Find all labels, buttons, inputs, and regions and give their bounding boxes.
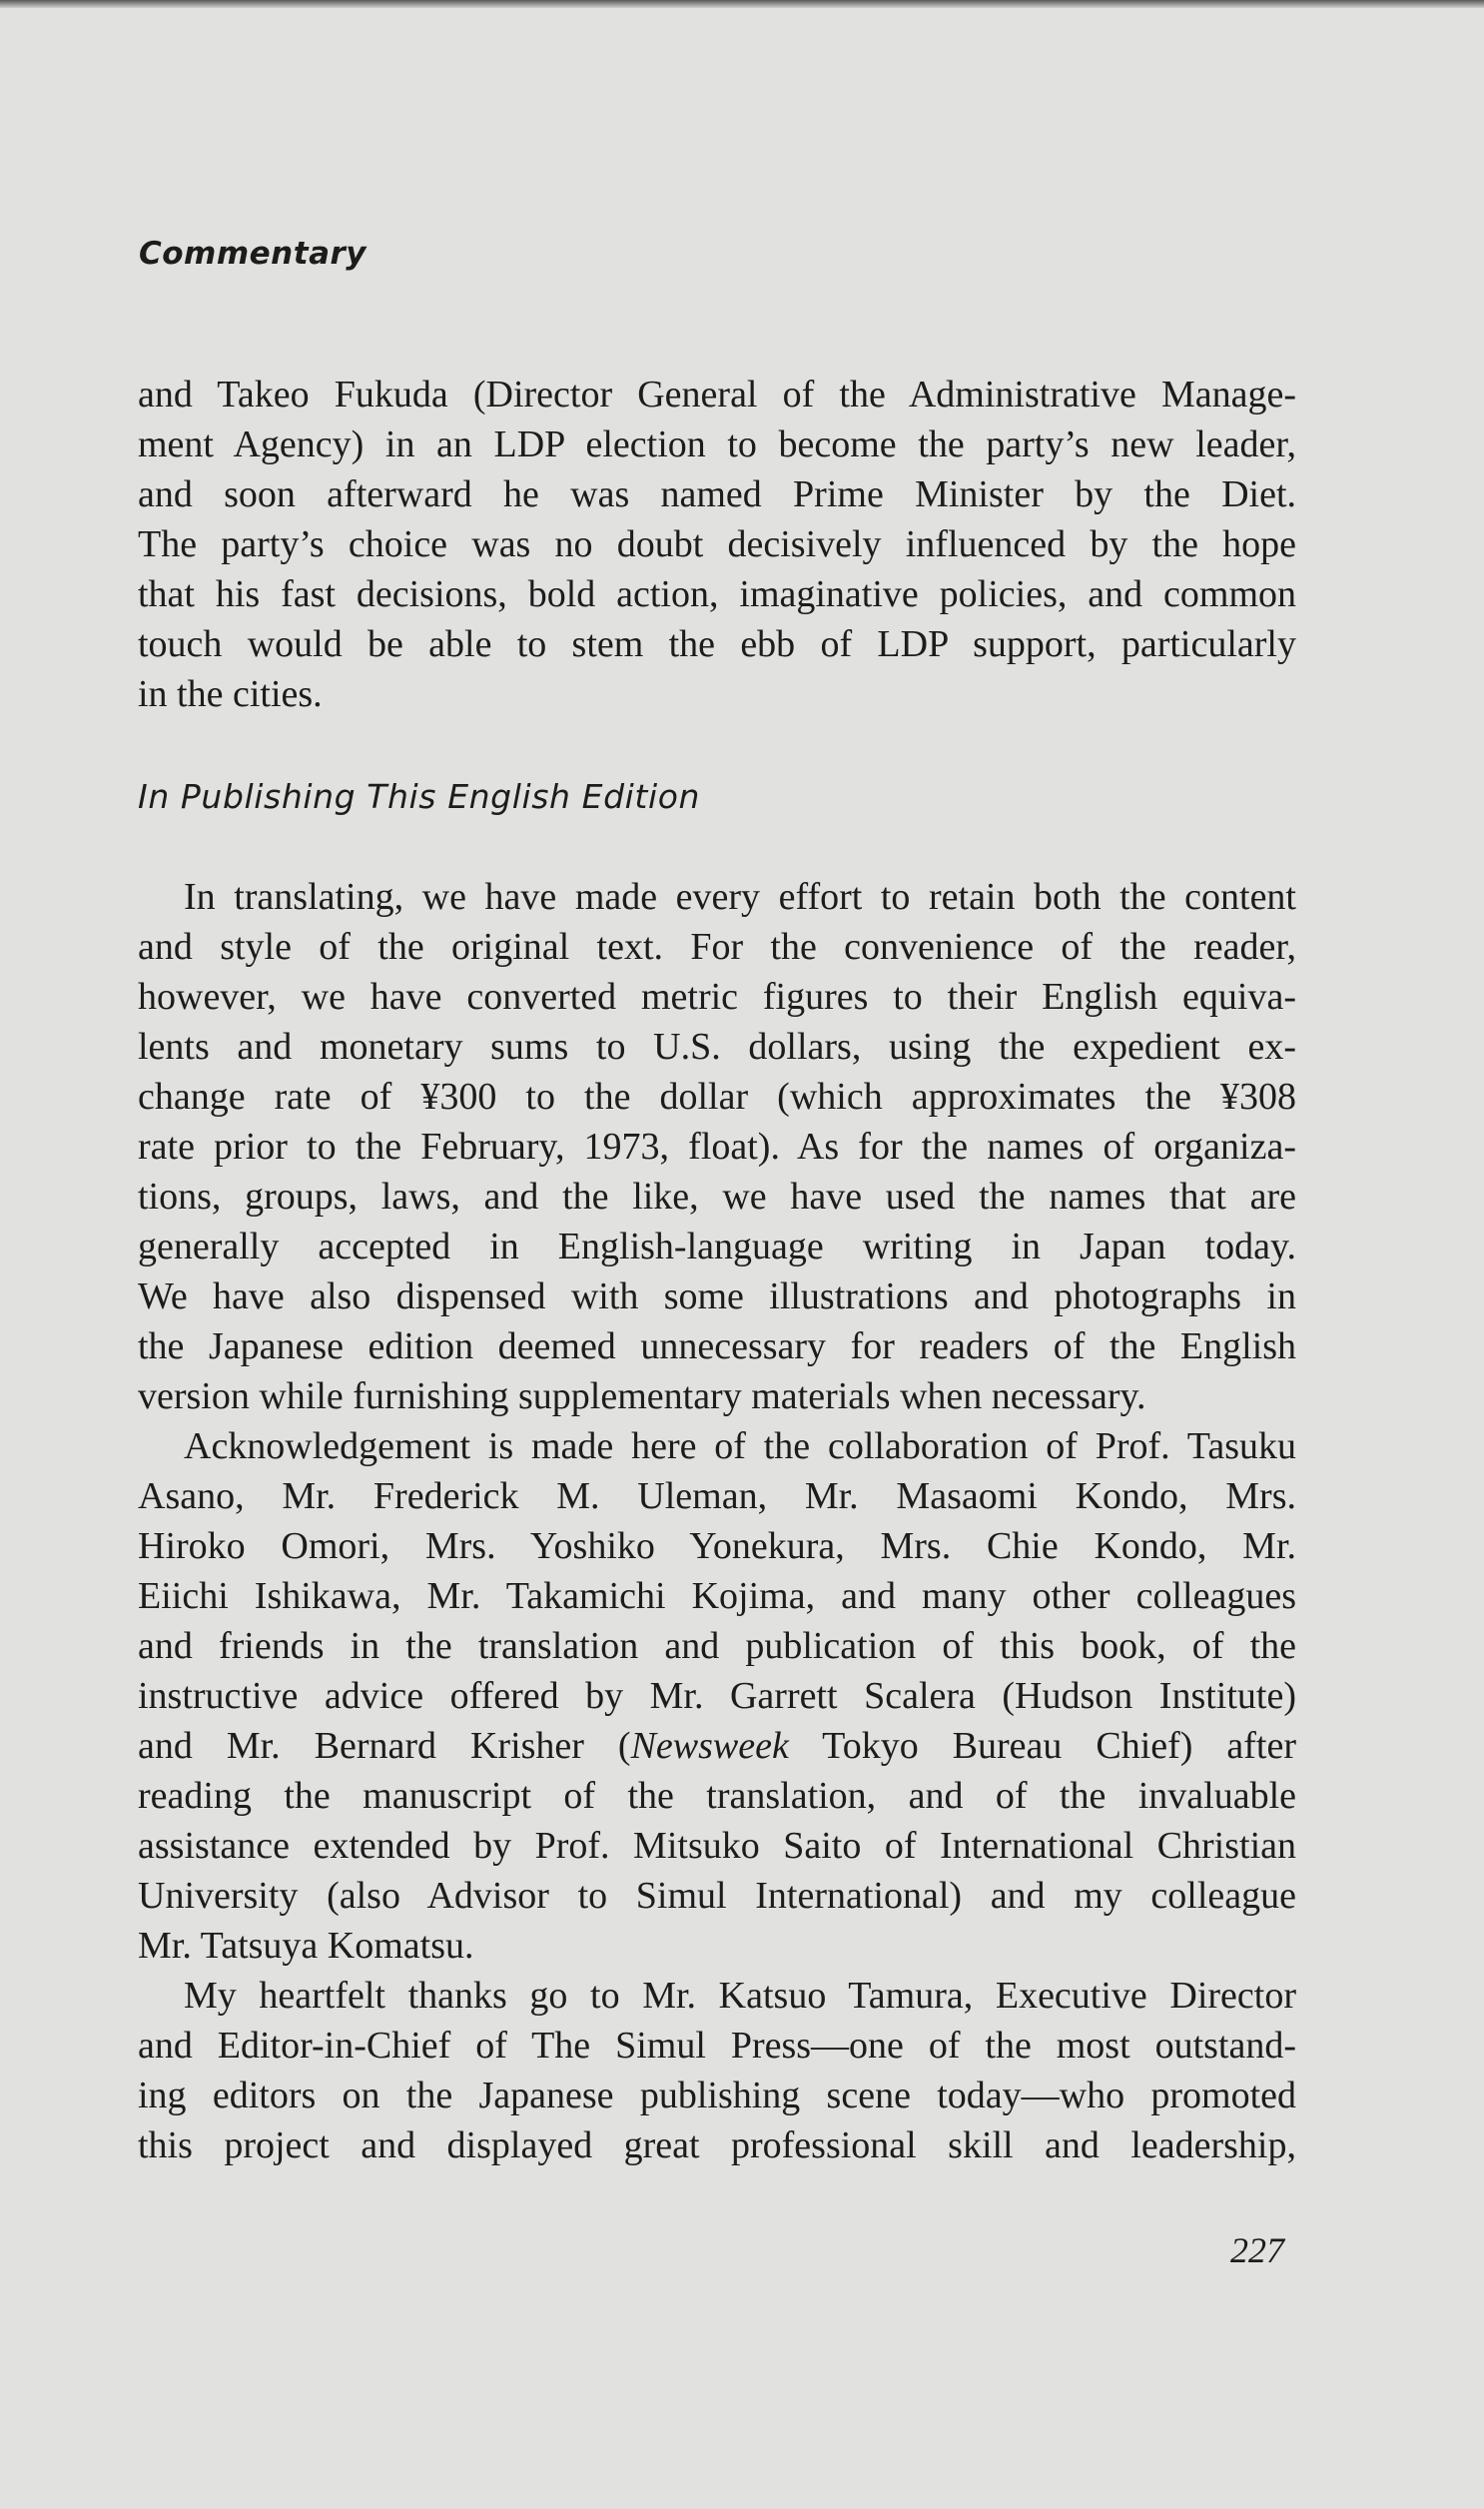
text-line: ment Agency) in an LDP election to become the party’s new leader, (138, 423, 1296, 465)
text-line: change rate of ¥300 to the dollar (which approximates the ¥308 (138, 1076, 1296, 1118)
text-line: version while furnishing supplementary materials when necessary. (138, 1375, 1146, 1417)
text-line: instructive advice offered by Mr. Garrett Scalera (Hudson Institute) (138, 1675, 1296, 1717)
text-line: in the cities. (138, 673, 323, 715)
text-line: lents and monetary sums to U.S. dollars, using the expedient ex- (138, 1026, 1296, 1068)
text-line: tions, groups, laws, and the like, we have used the names that are (138, 1176, 1296, 1218)
text-line: rate prior to the February, 1973, float). As for the names of organiza- (138, 1126, 1296, 1168)
text-line: My heartfelt thanks go to Mr. Katsuo Tamura, Executive Director (184, 1975, 1296, 2017)
text-line: Acknowledgement is made here of the collaboration of Prof. Tasuku (184, 1425, 1296, 1467)
text-line: Mr. Tatsuya Komatsu. (138, 1925, 474, 1967)
text-line: the Japanese edition deemed unnecessary for readers of the English (138, 1325, 1296, 1367)
text-line: that his fast decisions, bold action, imaginative policies, and common (138, 573, 1296, 615)
running-head: Commentary (139, 236, 367, 272)
paragraph-block-2 (138, 872, 1296, 2170)
text-line: and Takeo Fukuda (Director General of the Administrative Manage- (138, 374, 1296, 416)
text-line: touch would be able to stem the ebb of LDP support, particularly (138, 623, 1296, 665)
text-line: University (also Advisor to Simul International) and my colleague (138, 1875, 1296, 1917)
paragraph-block-1 (138, 370, 1296, 719)
text-line: and style of the original text. For the convenience of the reader, (138, 926, 1296, 968)
text-line: We have also dispensed with some illustrations and photographs in (138, 1275, 1296, 1317)
text-line: assistance extended by Prof. Mitsuko Saito of International Christian (138, 1825, 1296, 1867)
text-line: Hiroko Omori, Mrs. Yoshiko Yonekura, Mrs. Chie Kondo, Mr. (138, 1525, 1296, 1567)
text-line: and friends in the translation and publication of this book, of the (138, 1625, 1296, 1667)
text-line (138, 1721, 1296, 1771)
text-line: In translating, we have made every effort to retain both the content (184, 876, 1296, 918)
page-number: 227 (1230, 2230, 1284, 2270)
page-top-edge (0, 0, 1484, 8)
text-line: this project and displayed great professional skill and leadership, (138, 2124, 1296, 2166)
section-heading: In Publishing This English Edition (138, 777, 701, 816)
text-segment: Tokyo Bureau Chief) after (788, 1725, 1297, 1767)
text-line: ing editors on the Japanese publishing scene today—who promoted (138, 2075, 1296, 2116)
text-line: and soon afterward he was named Prime Minister by the Diet. (138, 473, 1296, 515)
text-line: Asano, Mr. Frederick M. Uleman, Mr. Masaomi Kondo, Mrs. (138, 1475, 1296, 1517)
text-line: generally accepted in English-language writing in Japan today. (138, 1226, 1296, 1267)
text-line: however, we have converted metric figures to their English equiva- (138, 976, 1296, 1018)
text-line: reading the manuscript of the translation, and of the invaluable (138, 1775, 1296, 1817)
text-line: and Editor-in-Chief of The Simul Press—one of the most outstand- (138, 2025, 1296, 2067)
text-line: The party’s choice was no doubt decisively influenced by the hope (138, 523, 1296, 565)
italic-title: Newsweek (630, 1725, 789, 1767)
text-line: Eiichi Ishikawa, Mr. Takamichi Kojima, and many other colleagues (138, 1575, 1296, 1617)
text-segment: and Mr. Bernard Krisher ( (138, 1725, 631, 1767)
